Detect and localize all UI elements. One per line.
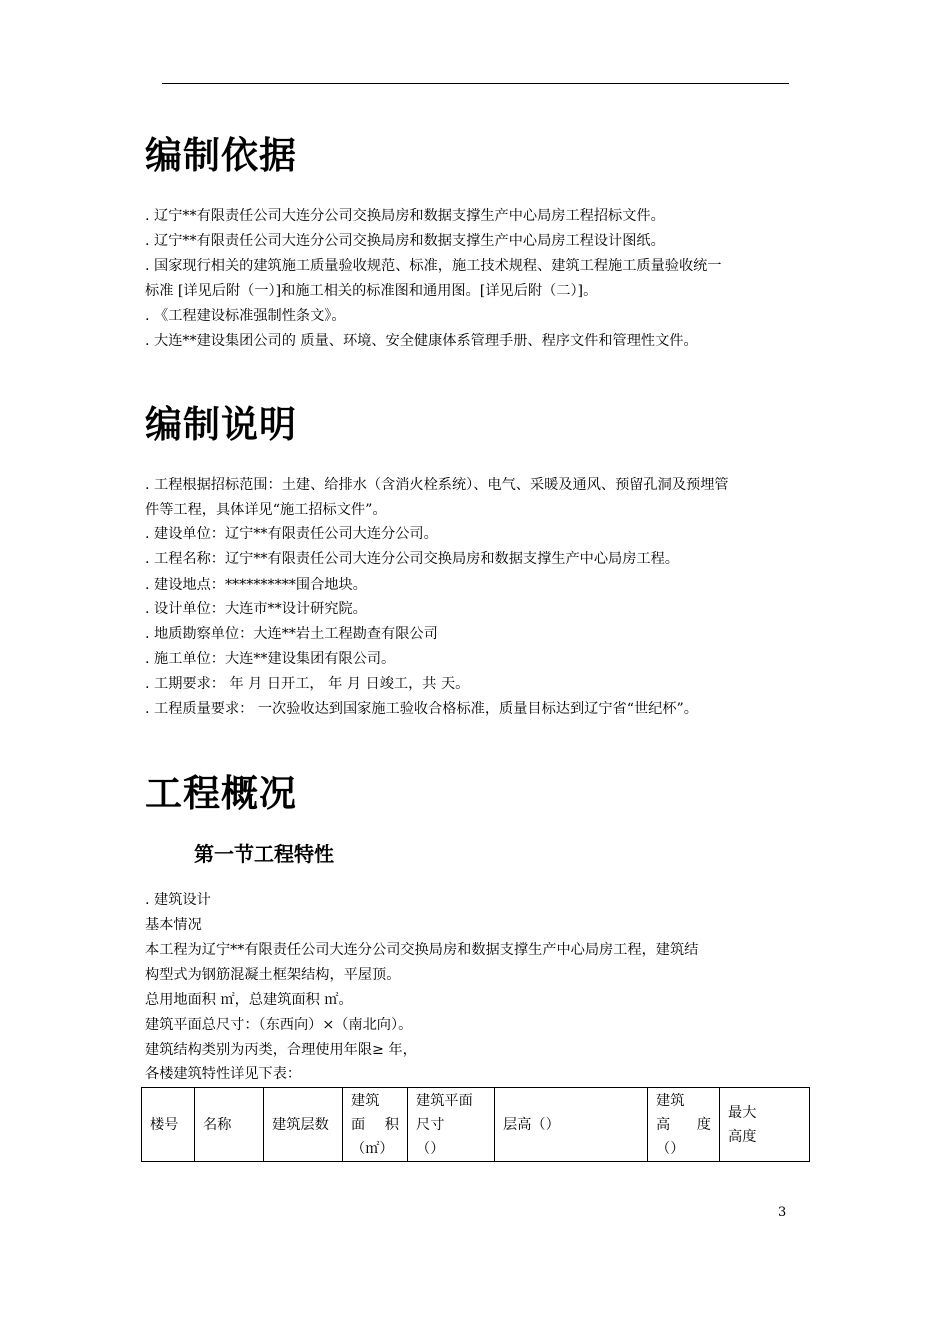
table-header-text: 建筑 xyxy=(351,1092,380,1109)
overview-line-2: 基本情况 xyxy=(145,917,202,933)
heading-overview: 工程概况 xyxy=(145,772,297,815)
table-header-cell xyxy=(408,1088,495,1162)
notes-line-5: . 建设地点：**********围合地块。 xyxy=(145,577,367,593)
notes-line-3: . 建设单位：辽宁**有限责任公司大连分公司。 xyxy=(145,526,438,542)
table-header-text: 尺寸 xyxy=(416,1116,445,1133)
notes-line-10: . 工程质量要求： 一次验收达到国家施工验收合格标准，质量目标达到辽宁省“世纪杯”。 xyxy=(145,701,698,717)
basis-line-2: . 辽宁**有限责任公司大连分公司交换局房和数据支撑生产中心局房工程设计图纸。 xyxy=(145,233,665,249)
table-header-cell xyxy=(343,1088,408,1162)
table-header-text: 建筑 xyxy=(656,1092,685,1109)
building-characteristics-table xyxy=(141,1087,810,1162)
basis-line-3: . 国家现行相关的建筑施工质量验收规范、标准，施工技术规程、建筑工程施工质量验收统一 xyxy=(145,258,722,274)
table-header-text: 高度 xyxy=(728,1128,757,1145)
table-header-cell: 名称 xyxy=(195,1088,264,1162)
notes-line-1: . 工程根据招标范围：土建、给排水（含消火栓系统）、电气、采暖及通风、预留孔洞及预埋管 xyxy=(145,477,729,493)
table-header-text: 面 xyxy=(351,1116,366,1133)
table-header-text: 建筑平面 xyxy=(416,1092,473,1109)
page-number: 3 xyxy=(778,1205,787,1220)
notes-line-7: . 地质勘察单位：大连**岩土工程勘查有限公司 xyxy=(145,626,438,642)
table-header-cell: 层高（） xyxy=(495,1088,648,1162)
table-header-text: 度 xyxy=(696,1116,711,1133)
table-header-text xyxy=(656,1113,711,1137)
table-header-text xyxy=(351,1113,399,1137)
notes-line-8: . 施工单位：大连**建设集团有限公司。 xyxy=(145,651,396,667)
notes-line-6: . 设计单位：大连市**设计研究院。 xyxy=(145,601,367,617)
notes-line-2: 件等工程，具体详见“施工招标文件”。 xyxy=(145,502,387,518)
overview-line-3: 本工程为辽宁**有限责任公司大连分公司交换局房和数据支撑生产中心局房工程，建筑结 xyxy=(145,942,699,958)
overview-line-8: 各楼建筑特性详见下表： xyxy=(145,1066,302,1082)
overview-line-1: . 建筑设计 xyxy=(145,892,211,908)
table-header-text: （） xyxy=(416,1140,445,1157)
overview-line-5: 总用地面积 ㎡，总建筑面积 ㎡。 xyxy=(145,992,353,1008)
table-header-text: 积 xyxy=(384,1116,399,1133)
table-header-cell xyxy=(720,1088,810,1162)
notes-line-4: . 工程名称：辽宁**有限责任公司大连分公司交换局房和数据支撑生产中心局房工程。 xyxy=(145,551,679,567)
table-header-cell xyxy=(648,1088,720,1162)
heading-basis: 编制依据 xyxy=(145,134,297,177)
basis-line-5: . 《工程建设标准强制性条文》。 xyxy=(145,308,346,324)
basis-line-4: 标准 [详见后附（一）]和施工相关的标准图和通用图。[详见后附（二）]。 xyxy=(145,283,598,299)
overview-line-7: 建筑结构类别为丙类，合理使用年限≥ 年， xyxy=(145,1042,417,1058)
notes-line-9: . 工期要求： 年 月 日开工， 年 月 日竣工，共 天。 xyxy=(145,676,470,692)
table-header-text: （） xyxy=(656,1140,685,1157)
basis-line-1: . 辽宁**有限责任公司大连分公司交换局房和数据支撑生产中心局房工程招标文件。 xyxy=(145,208,665,224)
table-header-text: （㎡） xyxy=(351,1140,394,1157)
subheading-characteristics: 第一节工程特性 xyxy=(194,842,334,866)
basis-line-6: . 大连**建设集团公司的 质量、环境、安全健康体系管理手册、程序文件和管理性文件。 xyxy=(145,333,698,349)
overview-line-4: 构型式为钢筋混凝土框架结构，平屋顶。 xyxy=(145,967,401,983)
table-header-cell: 建筑层数 xyxy=(264,1088,343,1162)
table-header-cell: 楼号 xyxy=(142,1088,195,1162)
table-header-row xyxy=(142,1088,810,1162)
table-header-text: 最大 xyxy=(728,1104,757,1121)
heading-notes: 编制说明 xyxy=(145,403,297,446)
header-rule xyxy=(162,83,789,84)
overview-line-6: 建筑平面总尺寸：（东西向）×（南北向）。 xyxy=(145,1017,413,1033)
table-header-text: 高 xyxy=(656,1116,671,1133)
